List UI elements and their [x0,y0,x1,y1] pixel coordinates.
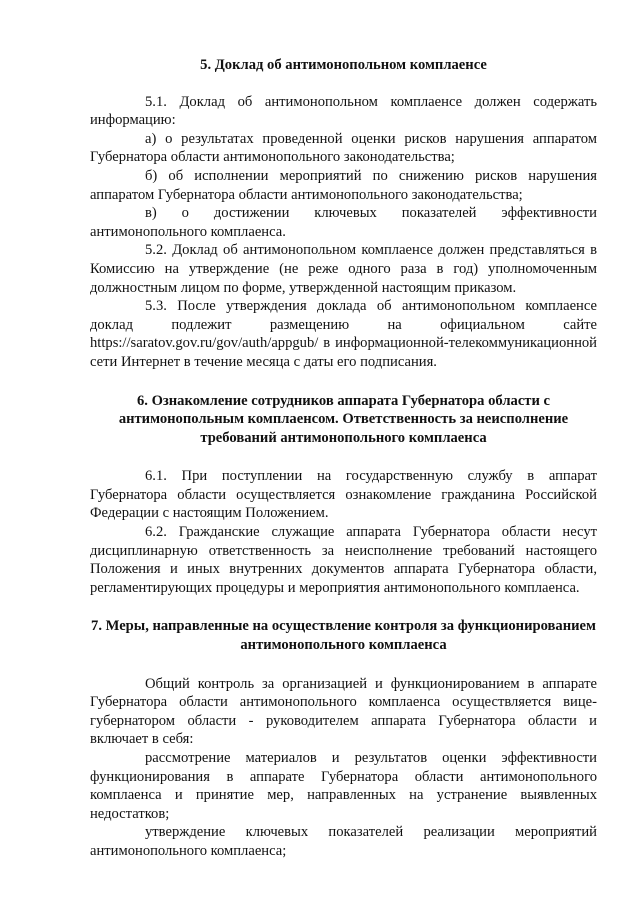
paragraph-5-3-end: в информационной-телекоммуникационной сети Интернет в течение месяца с даты его подписания. [90,335,597,370]
site-url-link[interactable]: https://saratov.gov.ru/gov/auth/appgub/ [90,335,319,352]
section-5-heading: 5. Доклад об антимонопольном комплаенсе [200,57,487,73]
paragraph-7-intro: Общий контроль за организацией и функционированием в аппарате Губернатора области антимонопольного комплаенса осуществляется вице-губернатором области - руководителем аппарата Губернатора области и включает в себя: [90,675,597,748]
document-page [90,56,597,861]
paragraph-5-1-b: б) об исполнении мероприятий по снижению рисков нарушения аппаратом Губернатора области антимонопольного законодательства; [90,167,597,203]
paragraph-7-item-1: рассмотрение материалов и результатов оценки эффективности функционирования в аппарате Губернатора области антимонопольного комплаенса и принятие мер, направленных на устранение выявленных недостатков; [90,750,597,822]
paragraph-6-2: 6.2. Гражданские служащие аппарата Губернатора области несут дисциплинарную ответственность за неисполнение требований настоящего Положения и иных внутренних документов аппарата Губернатора области, регламентирующих процедуры и мероприятия антимонопольного комплаенса. [90,524,597,596]
paragraph-6-1: 6.1. При поступлении на государственную службу в аппарат Губернатора области осуществляется ознакомление гражданина Российской Федерации с настоящим Положением. [90,468,597,522]
paragraph-5-1-c: в) о достижении ключевых показателей эффективности антимонопольного комплаенса. [90,205,597,240]
section-6-heading: 6. Ознакомление сотрудников аппарата Губернатора области с антимонопольным комплаенсом. Ответственность за неисполнение требований антимонопольного комплаенса [118,392,569,446]
section-7-heading: 7. Меры, направленные на осуществление контроля за функционированием антимонопольного комплаенса [91,618,596,654]
paragraph-5-3 [90,297,597,371]
paragraph-5-2: 5.2. Доклад об антимонопольном комплаенсе должен представляться в Комиссию на утверждение (не реже одного раза в год) уполномоченным должностным лицом по форме, утвержденной настоящим приказом. [90,242,597,296]
paragraph-7-item-2: утверждение ключевых показателей реализации мероприятий антимонопольного комплаенса; [90,824,597,859]
paragraph-5-1: 5.1. Доклад об антимонопольном комплаенсе должен содержать информацию: [90,93,597,129]
paragraph-5-3-start: 5.3. После утверждения доклада об антимонопольном комплаенсе доклад подлежит размещению на официальном сайте [90,298,597,333]
paragraph-5-1-a: а) о результатах проведенной оценки рисков нарушения аппаратом Губернатора области антимонопольного законодательства; [90,130,597,166]
